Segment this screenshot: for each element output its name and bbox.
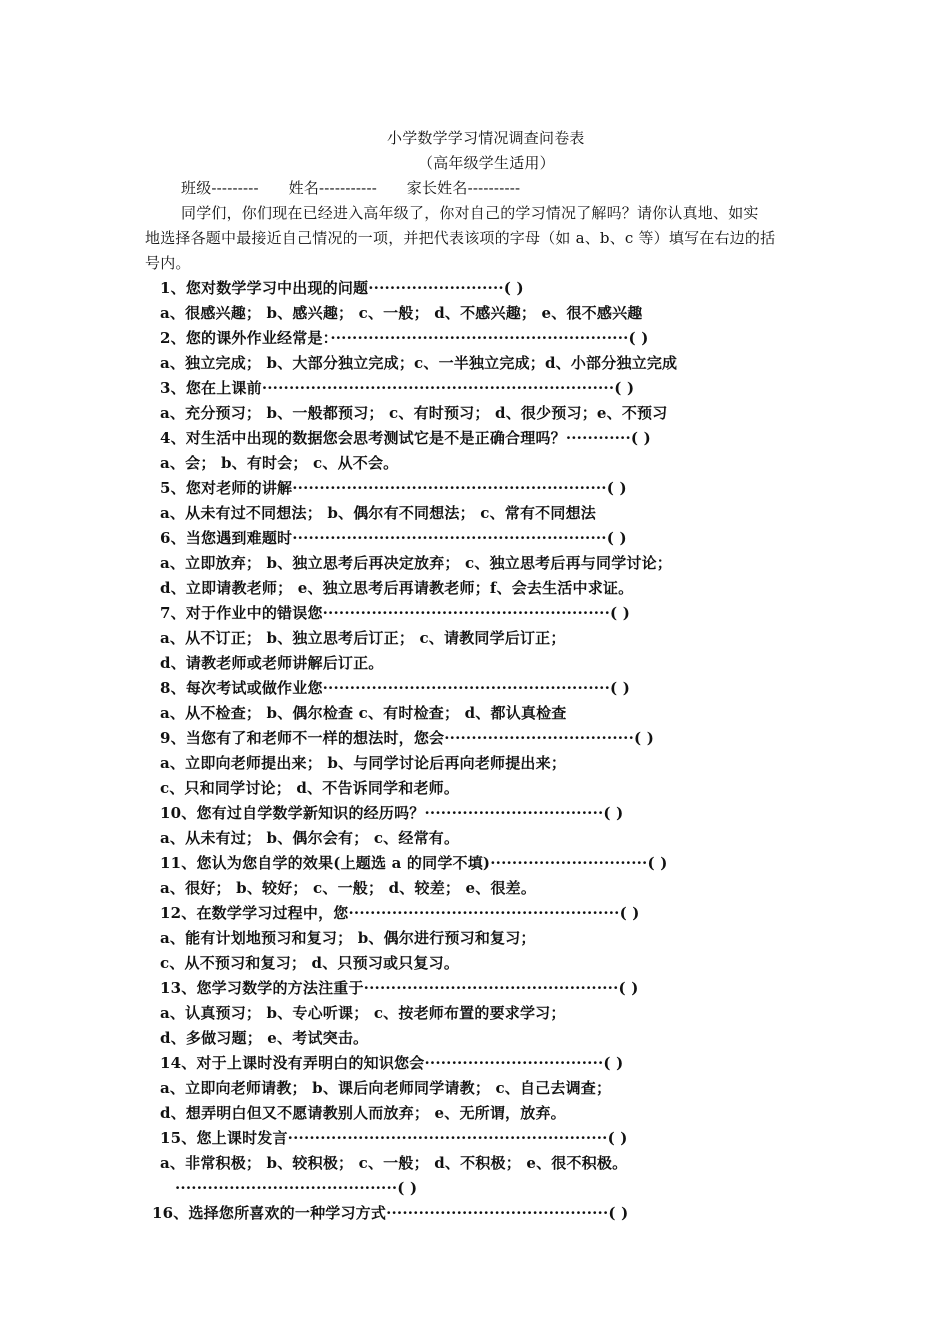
options-3: a、充分预习； b、一般都预习； c、有时预习； d、很少预习；e、不预习 [160, 404, 668, 422]
question-1: 1、您对数学学习中出现的问题·························( ) [160, 279, 524, 297]
answer-blank: ·········································( ) [175, 1179, 418, 1197]
options-9b: c、只和同学讨论； d、不告诉同学和老师。 [160, 779, 460, 797]
question-9: 9、当您有了和老师不一样的想法时，您会···································( ) [160, 729, 655, 747]
question-8: 8、每次考试或做作业您·····················································( ) [160, 679, 631, 697]
options-12b: c、从不预习和复习； d、只预习或只复习。 [160, 954, 460, 972]
options-2: a、独立完成； b、大部分独立完成；c、一半独立完成；d、小部分独立完成 [160, 354, 678, 372]
options-6b: d、立即请教老师； e、独立思考后再请教老师；f、会去生活中求证。 [160, 579, 634, 597]
question-13: 13、您学习数学的方法注重于···············································( ) [160, 979, 639, 997]
question-7: 7、对于作业中的错误您·····················································( ) [160, 604, 631, 622]
options-8: a、从不检查； b、偶尔检查 c、有时检查； d、都认真检查 [160, 704, 567, 722]
question-10: 10、您有过自学数学新知识的经历吗？·································( ) [160, 804, 624, 822]
options-6a: a、立即放弃； b、独立思考后再决定放弃； c、独立思考后再与同学讨论； [160, 554, 672, 572]
question-14: 14、对于上课时没有弄明白的知识您会·································( ) [160, 1054, 624, 1072]
info-fields: 班级--------- 姓名----------- 家长姓名---------- [181, 179, 521, 197]
options-14a: a、立即向老师请教； b、课后向老师同学请教； c、自己去调查； [160, 1079, 612, 1097]
options-13b: d、多做习题； e、考试突击。 [160, 1029, 369, 1047]
question-3: 3、您在上课前·································································( ) [160, 379, 635, 397]
question-11: 11、您认为您自学的效果(上题选 a 的同学不填)·····························( ) [160, 854, 668, 872]
options-4: a、会； b、有时会； c、从不会。 [160, 454, 399, 472]
document-title: 小学数学学习情况调查问卷表 [387, 129, 585, 147]
intro-line: 号内。 [145, 254, 191, 272]
intro-line: 地选择各题中最接近自己情况的一项，并把代表该项的字母（如 a、b、c 等）填写在右边的括 [145, 229, 776, 247]
intro-line: 同学们，你们现在已经进入高年级了，你对自己的学习情况了解吗？请你认真地、如实 [181, 204, 759, 222]
options-5: a、从未有过不同想法； b、偶尔有不同想法； c、常有不同想法 [160, 504, 596, 522]
document-subtitle: （高年级学生适用） [418, 154, 555, 172]
options-14b: d、想弄明白但又不愿请教别人而放弃； e、无所谓，放弃。 [160, 1104, 566, 1122]
options-11: a、很好； b、较好； c、一般； d、较差； e、很差。 [160, 879, 537, 897]
options-13a: a、认真预习； b、专心听课； c、按老师布置的要求学习； [160, 1004, 566, 1022]
options-9a: a、立即向老师提出来； b、与同学讨论后再向老师提出来； [160, 754, 567, 772]
question-12: 12、在数学学习过程中，您··················································( ) [160, 904, 640, 922]
options-7a: a、从不订正； b、独立思考后订正； c、请教同学后订正； [160, 629, 566, 647]
question-16: 16、选择您所喜欢的一种学习方式·········································( ) [152, 1204, 629, 1222]
options-10: a、从未有过； b、偶尔会有； c、经常有。 [160, 829, 460, 847]
question-5: 5、您对老师的讲解··························································( ) [160, 479, 627, 497]
options-1: a、很感兴趣； b、感兴趣； c、一般； d、不感兴趣； e、很不感兴趣 [160, 304, 643, 322]
options-15: a、非常积极； b、较积极； c、一般； d、不积极； e、很不积极。 [160, 1154, 628, 1172]
question-2: 2、您的课外作业经常是：·······················································( ) [160, 329, 649, 347]
options-12a: a、能有计划地预习和复习； b、偶尔进行预习和复习； [160, 929, 536, 947]
options-7b: d、请教老师或老师讲解后订正。 [160, 654, 384, 672]
question-4: 4、对生活中出现的数据您会思考测试它是不是正确合理吗？············( ) [160, 429, 651, 447]
question-6: 6、当您遇到难题时··························································( ) [160, 529, 627, 547]
question-15: 15、您上课时发言···························································( ) [160, 1129, 628, 1147]
